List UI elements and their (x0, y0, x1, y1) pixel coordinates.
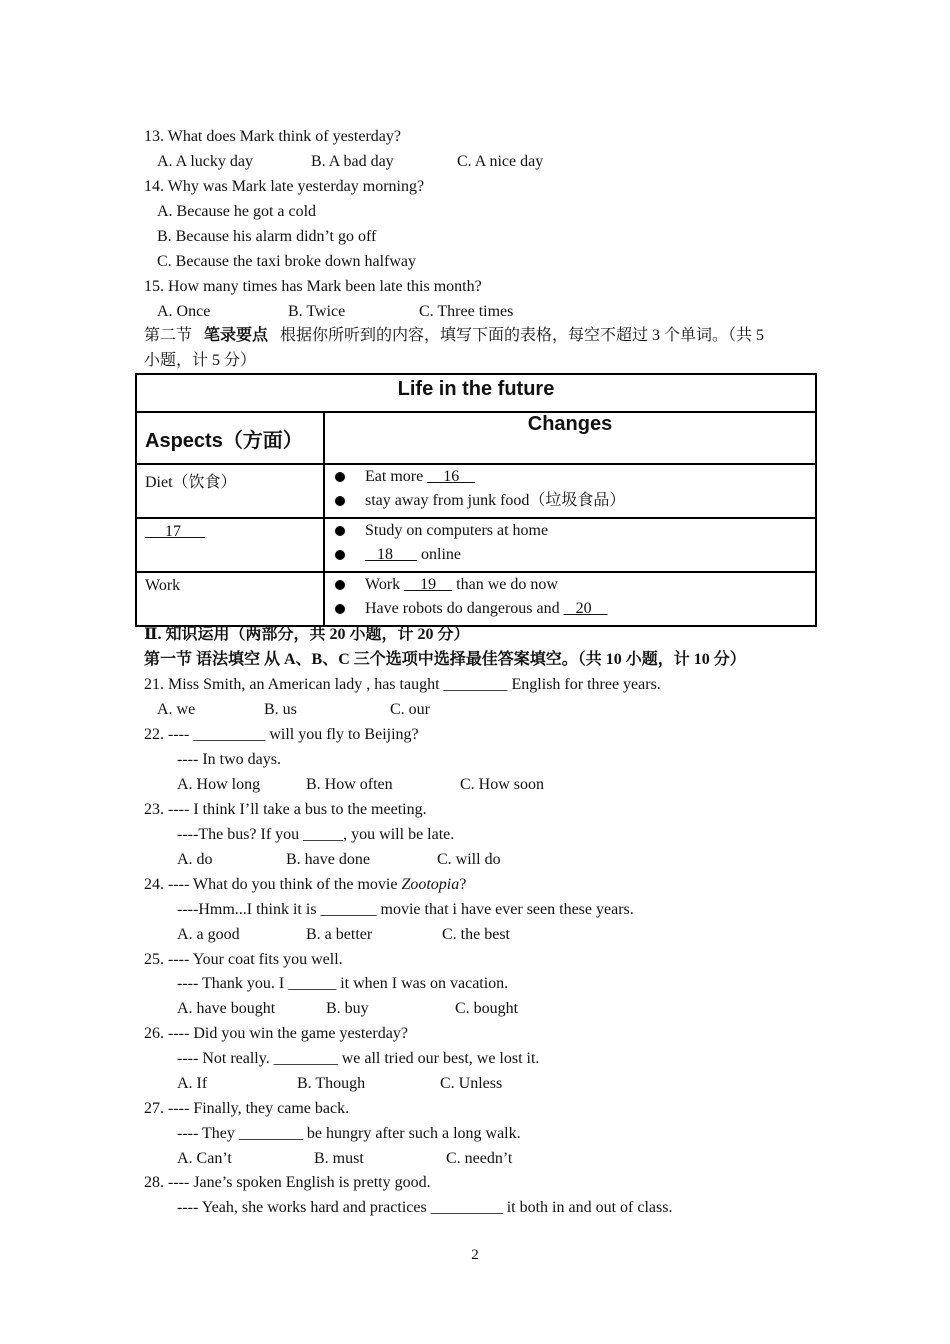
bullet-icon (335, 472, 345, 482)
question-24-reply: ----Hmm...I think it is _______ movie that i have ever seen these years. (177, 901, 634, 918)
option-21b: B. us (264, 701, 297, 718)
option-14a: A. Because he got a cold (157, 203, 317, 220)
list-item (325, 489, 815, 513)
header-changes: Changes (324, 412, 816, 464)
option-25c: C. bought (455, 1000, 519, 1017)
movie-title: Zootopia (401, 876, 460, 893)
life-in-future-table (135, 373, 817, 627)
section2-bold: 笔录要点 (204, 327, 269, 344)
aspect-cell: Diet（饮食） (136, 464, 324, 518)
table-row (136, 572, 816, 626)
option-24a: A. a good (177, 926, 240, 943)
option-22a: A. How long (177, 776, 261, 793)
blank-19[interactable]: 19 (404, 576, 453, 593)
part2-heading: Ⅱ. 知识运用（两部分，共 20 小题，计 20 分） (144, 626, 470, 643)
option-13b: B. A bad day (311, 153, 394, 170)
bullet-icon (335, 550, 345, 560)
option-15b: B. Twice (288, 303, 346, 320)
item-text: online (417, 546, 461, 563)
section2-instruction-cont: 小题，计 5 分） (144, 352, 257, 369)
item-text: stay away from junk food（垃圾食品） (365, 492, 626, 509)
changes-cell (324, 518, 816, 572)
changes-cell (324, 572, 816, 626)
option-23b: B. have done (286, 851, 370, 868)
option-25b: B. buy (326, 1000, 369, 1017)
question-28-reply: ---- Yeah, she works hard and practices _________ it both in and out of class. (177, 1199, 673, 1216)
table-row (136, 464, 816, 518)
question-23-reply: ----The bus? If you _____, you will be late. (177, 826, 455, 843)
section2-text: 根据你所听到的内容，填写下面的表格，每空不超过 3 个单词。（共 5 (280, 327, 765, 344)
option-27c: C. needn’t (446, 1150, 513, 1167)
blank-20[interactable]: 20 (563, 600, 608, 617)
question-15: 15. How many times has Mark been late this month? (144, 278, 482, 295)
aspect-cell: Work (136, 572, 324, 626)
blank-16[interactable]: 16 (427, 468, 476, 485)
list-item (325, 519, 815, 543)
question-24 (144, 875, 466, 895)
question-mark: ? (459, 876, 467, 893)
question-23: 23. ---- I think I’ll take a bus to the meeting. (144, 801, 427, 818)
bullet-icon (335, 580, 345, 590)
table-row (136, 518, 816, 572)
list-item (325, 543, 815, 567)
blank-18[interactable]: 18 (365, 546, 417, 563)
option-14c: C. Because the taxi broke down halfway (157, 253, 417, 270)
option-13c: C. A nice day (457, 153, 544, 170)
bullet-icon (335, 526, 345, 536)
changes-cell (324, 464, 816, 518)
list-item (325, 573, 815, 597)
question-25-reply: ---- Thank you. I ______ it when I was on vacation. (177, 975, 509, 992)
item-text: Have robots do dangerous and (365, 600, 564, 617)
option-15c: C. Three times (419, 303, 514, 320)
bullet-icon (335, 496, 345, 506)
bullet-icon (335, 604, 345, 614)
question-26: 26. ---- Did you win the game yesterday? (144, 1025, 408, 1042)
option-23c: C. will do (437, 851, 501, 868)
question-13: 13. What does Mark think of yesterday? (144, 128, 401, 145)
list-item (325, 597, 815, 621)
option-21c: C. our (390, 701, 430, 718)
item-text: Work (365, 576, 405, 593)
aspect-cell (136, 518, 324, 572)
option-23a: A. do (177, 851, 213, 868)
page-number: 2 (471, 1247, 479, 1263)
section2-instruction (144, 326, 764, 346)
question-22-reply: ---- In two days. (177, 751, 281, 768)
question-22: 22. ---- _________ will you fly to Beijing? (144, 726, 419, 743)
table-title: Life in the future (136, 374, 816, 412)
item-text: Study on computers at home (365, 522, 549, 539)
question-14: 14. Why was Mark late yesterday morning? (144, 178, 425, 195)
item-text: than we do now (452, 576, 558, 593)
question-26-reply: ---- Not really. ________ we all tried our best, we lost it. (177, 1050, 540, 1067)
option-26a: A. If (177, 1075, 208, 1092)
option-27a: A. Can’t (177, 1150, 232, 1167)
option-15a: A. Once (157, 303, 211, 320)
part2-subheading: 第一节 语法填空 从 A、B、C 三个选项中选择最佳答案填空。（共 10 小题，计 10 分） (144, 651, 746, 668)
option-24b: B. a better (306, 926, 373, 943)
option-14b: B. Because his alarm didn’t go off (157, 228, 377, 245)
header-aspects: Aspects（方面） (136, 412, 324, 464)
option-24c: C. the best (442, 926, 510, 943)
option-26c: C. Unless (440, 1075, 503, 1092)
question-25: 25. ---- Your coat fits you well. (144, 951, 343, 968)
question-21: 21. Miss Smith, an American lady , has taught ________ English for three years. (144, 676, 661, 693)
option-26b: B. Though (297, 1075, 366, 1092)
option-25a: A. have bought (177, 1000, 276, 1017)
item-text: Eat more (365, 468, 428, 485)
option-22b: B. How often (306, 776, 393, 793)
question-27: 27. ---- Finally, they came back. (144, 1100, 350, 1117)
question-27-reply: ---- They ________ be hungry after such a long walk. (177, 1125, 521, 1142)
blank-17[interactable]: 17 (145, 523, 205, 540)
question-24-text: 24. ---- What do you think of the movie (144, 876, 402, 893)
list-item (325, 465, 815, 489)
section2-label: 第二节 (144, 327, 193, 344)
option-22c: C. How soon (460, 776, 545, 793)
option-13a: A. A lucky day (157, 153, 253, 170)
option-27b: B. must (314, 1150, 364, 1167)
option-21a: A. we (157, 701, 196, 718)
question-28: 28. ---- Jane’s spoken English is pretty good. (144, 1174, 431, 1191)
